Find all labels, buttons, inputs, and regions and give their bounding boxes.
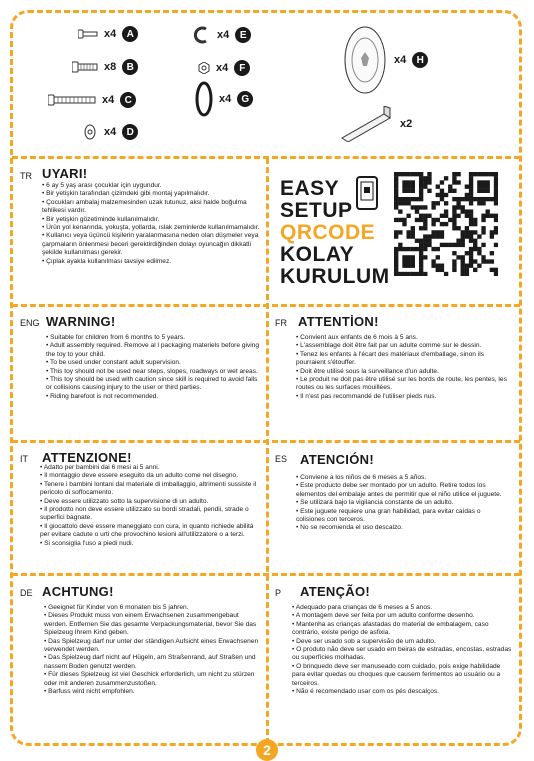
list-item: • Il montaggio deve essere eseguito da un adulto come nel disegno. — [40, 472, 239, 480]
part-letter-badge: B — [122, 59, 138, 75]
clip-icon — [193, 26, 211, 44]
easy-setup-line: QRCODE — [280, 221, 376, 244]
list-item: • Mantenha as crianças afastadas do material de embalagem, caso contrário, existe perigo de asfixia. — [292, 620, 489, 637]
list-item: • Das Spielzeug darf nicht auf Hügeln, am Straßenrand, auf Straßen und nassem Boden genutzt werden. — [44, 654, 256, 670]
section-title: ATTENTİON! — [298, 314, 379, 329]
part-h — [342, 24, 428, 96]
list-item: • Barfuss wird nicht empfohlen. — [44, 688, 135, 696]
list-item: • Si sconsiglia l'uso a piedi nudi. — [40, 539, 134, 547]
list-item: • Bir yetişkin gözetiminde kullanılmalıdır. — [42, 215, 160, 223]
list-item: • No se recomienda el uso descalzo. — [296, 524, 403, 532]
list-item: • Riding barefoot is not recommended. — [46, 392, 159, 400]
part-letter-badge: H — [412, 52, 428, 68]
allen-key-icon — [338, 106, 394, 142]
qr-code-icon — [394, 172, 498, 276]
part-quantity: x8 — [104, 61, 117, 73]
list-item: • Çıplak ayakla kullanılması tavsiye edilmez. — [42, 257, 172, 265]
part-quantity: x4 — [104, 126, 117, 138]
list-item: • Le produit ne doit pas être utilisé sur les bords de route, les pentes, les routes ou les surfaces mouillées. — [296, 376, 507, 392]
easy-setup-line: KURULUM — [280, 265, 390, 288]
list-item: • Doit être utilisé sous la surveillance d'un adulte. — [296, 367, 439, 375]
list-item: • 6 ay 5 yaş arası çocuklar için uygundur. — [42, 182, 162, 189]
list-item: • Il n'est pas recommandé de l'utiliser pieds nus. — [296, 392, 437, 400]
easy-setup-line: KOLAY — [280, 243, 355, 266]
warning-list-p — [292, 604, 514, 696]
list-item: • O brinquedo deve ser manuseado com cuidado, pois exige habilidade para evitar quedas ou choques que causem ferimentos ao usuário ou a terceiros. — [292, 662, 501, 687]
list-item: • Deve ser usado sob a supervisão de um adulto. — [292, 637, 436, 645]
language-code: ES — [275, 454, 288, 464]
list-item: • Convient aux enfants de 6 mois à 5 ans. — [296, 334, 418, 341]
warning-list-de — [44, 604, 262, 696]
list-item: • Tenez les enfants à l'écart des matériaux d'emballage, sinon ils pourraient s'étouffer. — [296, 350, 484, 367]
phone-icon — [356, 176, 378, 210]
washer-icon — [82, 124, 98, 140]
list-item: • Geeignet für Kinder von 6 monaten bis 5 jahren. — [44, 604, 189, 611]
long-bolt-icon — [48, 94, 96, 106]
page-number-badge: 2 — [256, 739, 278, 761]
part-letter-badge: E — [235, 27, 251, 43]
list-item: • Conviene a los niños de 6 meses a 5 años. — [296, 474, 427, 481]
section-title: UYARI! — [42, 166, 88, 181]
list-item: • Tenere i bambini lontani dal materiale di imballaggio, altrimenti sussiste il pericolo di soffocamento. — [40, 480, 257, 497]
list-item: • Adatto per bambini dai 6 mesi ai 5 anni. — [40, 464, 160, 471]
list-item: • Adequado para crianças de 6 meses a 5 anos. — [292, 604, 433, 611]
wheel-cap-icon — [342, 24, 388, 96]
list-item: • Este juguete requiere una gran habilidad, para evitar caídas o colisiones con terceros. — [296, 507, 481, 524]
list-item: • Ürün yol kenarında, yokuşta, yollarda, ıslak zeminlerde kullanılmamalıdır. — [42, 224, 260, 232]
screw-icon — [78, 28, 98, 40]
list-item: • Bir yetişkin tarafından çizimdeki gibi montaj yapılmalıdır. — [42, 190, 210, 198]
list-item: • Il giocattolo deve essere maneggiato con cura, in quanto richiede abilità per evitare cadute o urti che provochino lesioni all'utilizzatore o a terzi. — [40, 522, 254, 539]
section-title: ACHTUNG! — [42, 584, 114, 599]
list-item: • Este producto debe ser montado por un adulto. Retire todos los elementos del embalaje antes de permitir que el niño utilice el juguete. — [296, 482, 502, 498]
warning-list-tr — [42, 182, 262, 266]
section-title: ATTENZIONE! — [42, 450, 132, 465]
section-title: ATENÇÃO! — [300, 584, 371, 599]
list-item: • Se utilizará bajo la vigilancia constante de un adulto. — [296, 499, 454, 507]
part-g — [195, 80, 253, 118]
part-quantity: x4 — [217, 29, 230, 41]
part-letter-badge: C — [120, 92, 136, 108]
list-item: • Çocukları ambalaj malzemesinden uzak tutunuz, aksi halde boğulma tehlikesi vardır. — [42, 198, 247, 215]
part-e — [193, 26, 251, 44]
part-quantity: x4 — [394, 54, 407, 66]
language-code: DE — [20, 588, 33, 598]
part-f — [198, 60, 250, 76]
list-item: • Il prodotto non deve essere utilizzato su bordi stradali, pendii, strade o superfici bagnate. — [40, 506, 249, 522]
easy-setup-line: EASY — [280, 177, 340, 200]
part-quantity: x4 — [219, 93, 232, 105]
nut-icon — [198, 62, 210, 74]
easy-setup-line: SETUP — [280, 199, 353, 222]
part-quantity: x4 — [102, 94, 115, 106]
language-code: FR — [275, 318, 287, 328]
list-item: • To be used under constant adult supervision. — [46, 359, 181, 367]
list-item: • This toy should not be used near steps, slopes, roadways or wet areas. — [46, 367, 258, 375]
part-c — [48, 92, 136, 108]
list-item: • Kullanıcı veya üçüncü kişilerin yaralanmasına neden olan düşmeler veya çarpmaların önlenmesi beceri gerektirdiğinden dolayı oyuncağın dikkatli şekilde kullanılması gerekir. — [42, 232, 259, 257]
warning-list-it — [40, 464, 262, 548]
list-item: • A montagem deve ser feita por um adulto conforme desenho. — [292, 612, 475, 620]
list-item: • Deve essere utilizzato sotto la supervisione di un adulto. — [40, 497, 209, 505]
list-item: • Dieses Produkt muss von einem Erwachsenen zusammengebaut werden. Entfernen Sie das gesamte Verpackungsmaterial, bevor Sie das Spielzeug Ihrem Kind geben. — [44, 612, 257, 637]
list-item: • Suitable for children from 6 months to 5 years. — [46, 334, 186, 341]
part-quantity: x4 — [104, 28, 117, 40]
section-title: WARNING! — [46, 314, 116, 329]
list-item: • This toy should be used with caution since skill is required to avoid falls or collisions causing injury to the user or third parties. — [46, 376, 258, 392]
list-item: • Das Spielzeug darf nur unter der ständigen Aufsicht eines Erwachsenen verwendet werden. — [44, 637, 259, 654]
part-letter-badge: G — [237, 91, 253, 107]
list-item: • Não é recomendado usar com os pés descalços. — [292, 688, 440, 696]
part-letter-badge: A — [122, 26, 138, 42]
language-code: P — [275, 588, 282, 598]
part-letter-badge: F — [234, 60, 250, 76]
o-ring-icon — [195, 80, 213, 118]
bolt-icon — [72, 61, 98, 73]
part-a — [78, 26, 138, 42]
list-item: • Adult assembly required. Remove al l packaging materiels before giving the toy to your child. — [46, 342, 260, 358]
part-quantity: x2 — [400, 118, 413, 130]
list-item: • O produto não deve ser usado em beiras de estradas, encostas, estradas ou superfícies molhadas. — [292, 646, 512, 662]
part-allen-key — [338, 106, 412, 142]
language-code: IT — [20, 454, 28, 464]
part-d — [82, 124, 138, 140]
part-letter-badge: D — [122, 124, 138, 140]
list-item: • L'assemblage doit être fait par un adulte comme sur le dessin. — [296, 342, 482, 350]
section-title: ATENCIÓN! — [300, 452, 374, 467]
divider — [266, 158, 269, 744]
warning-list-fr — [296, 334, 512, 401]
list-item: • Für dieses Spielzeug ist viel Geschick erforderlich, um nicht zu stürzen oder mit anderen zusammenzustoßen. — [44, 671, 255, 687]
warning-list-eng — [46, 334, 261, 401]
part-quantity: x4 — [216, 62, 229, 74]
part-b — [72, 59, 138, 75]
warning-list-es — [296, 474, 510, 533]
language-code: ENG — [20, 318, 40, 328]
language-code: TR — [20, 171, 32, 181]
